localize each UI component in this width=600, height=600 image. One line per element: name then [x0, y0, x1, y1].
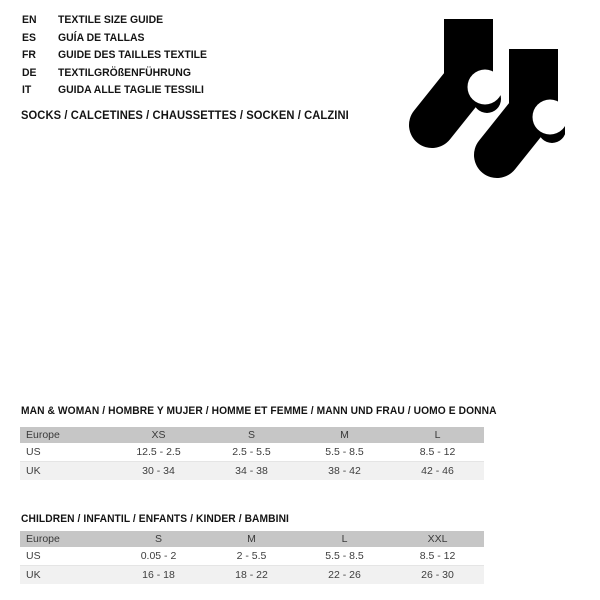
size-cell: 12.5 - 2.5 — [112, 443, 205, 462]
size-cell: 38 - 42 — [328, 465, 361, 477]
sock-shape — [432, 19, 503, 125]
size-cell: 2.5 - 5.5 — [205, 443, 298, 462]
size-cell: 18 - 22 — [235, 569, 268, 581]
size-table-children — [20, 531, 484, 584]
size-cell: 34 - 38 — [235, 465, 268, 477]
size-cell: 22 - 26 — [328, 569, 361, 581]
row-label: UK — [26, 569, 41, 581]
table-header-row — [20, 427, 484, 443]
language-row — [22, 65, 215, 83]
size-cell: 42 - 46 — [421, 465, 454, 477]
language-label: TEXTILGRÖßENFÜHRUNG — [58, 66, 191, 79]
language-title-block — [22, 12, 215, 100]
size-cell: 30 - 34 — [142, 465, 175, 477]
language-row — [22, 30, 215, 48]
language-code: EN — [22, 14, 37, 26]
product-type-heading: SOCKS / CALCETINES / CHAUSSETTES / SOCKEN / CALZINI — [21, 108, 349, 122]
size-cell: 5.5 - 8.5 — [298, 443, 391, 462]
sock-shape — [497, 49, 565, 155]
table-row-us — [20, 547, 484, 566]
table-header-row — [20, 531, 484, 547]
table-row-uk — [20, 566, 484, 585]
language-row — [22, 47, 215, 65]
row-label: US — [20, 547, 112, 566]
language-row — [22, 82, 215, 100]
section-title-children: CHILDREN / INFANTIL / ENFANTS / KINDER / BAMBINI — [21, 513, 289, 525]
size-cell: 8.5 - 12 — [391, 547, 484, 566]
socks-icon — [405, 15, 565, 185]
size-cell: 16 - 18 — [142, 569, 175, 581]
language-label: GUIDA ALLE TAGLIE TESSILI — [58, 84, 204, 96]
language-label: GUIDE DES TAILLES TEXTILE — [58, 49, 208, 61]
size-cell: 5.5 - 8.5 — [298, 547, 391, 566]
table-row-uk — [20, 462, 484, 481]
column-header-size: L — [298, 531, 391, 547]
language-code: FR — [22, 49, 36, 61]
language-code: DE — [22, 66, 37, 79]
column-header-size: S — [112, 531, 205, 547]
row-label: US — [20, 443, 112, 462]
column-header-size: S — [205, 427, 298, 443]
language-row — [22, 12, 215, 30]
language-code: IT — [22, 84, 32, 96]
language-label: GUÍA DE TALLAS — [58, 31, 145, 44]
row-label: UK — [26, 465, 41, 477]
column-header-region: Europe — [20, 531, 112, 547]
column-header-size: L — [391, 427, 484, 443]
column-header-size: XXL — [391, 531, 484, 547]
size-cell: 2 - 5.5 — [205, 547, 298, 566]
size-table-man-woman — [20, 427, 484, 480]
column-header-size: XS — [112, 427, 205, 443]
size-cell: 8.5 - 12 — [391, 443, 484, 462]
column-header-size: M — [205, 531, 298, 547]
language-code: ES — [22, 31, 36, 44]
table-row-us — [20, 443, 484, 462]
size-cell: 26 - 30 — [421, 569, 454, 581]
column-header-size: M — [298, 427, 391, 443]
language-label: TEXTILE SIZE GUIDE — [58, 14, 164, 26]
size-cell: 0.05 - 2 — [112, 547, 205, 566]
column-header-region: Europe — [20, 427, 112, 443]
section-title-man-woman: MAN & WOMAN / HOMBRE Y MUJER / HOMME ET FEMME / MANN UND FRAU / UOMO E DONNA — [21, 405, 497, 417]
